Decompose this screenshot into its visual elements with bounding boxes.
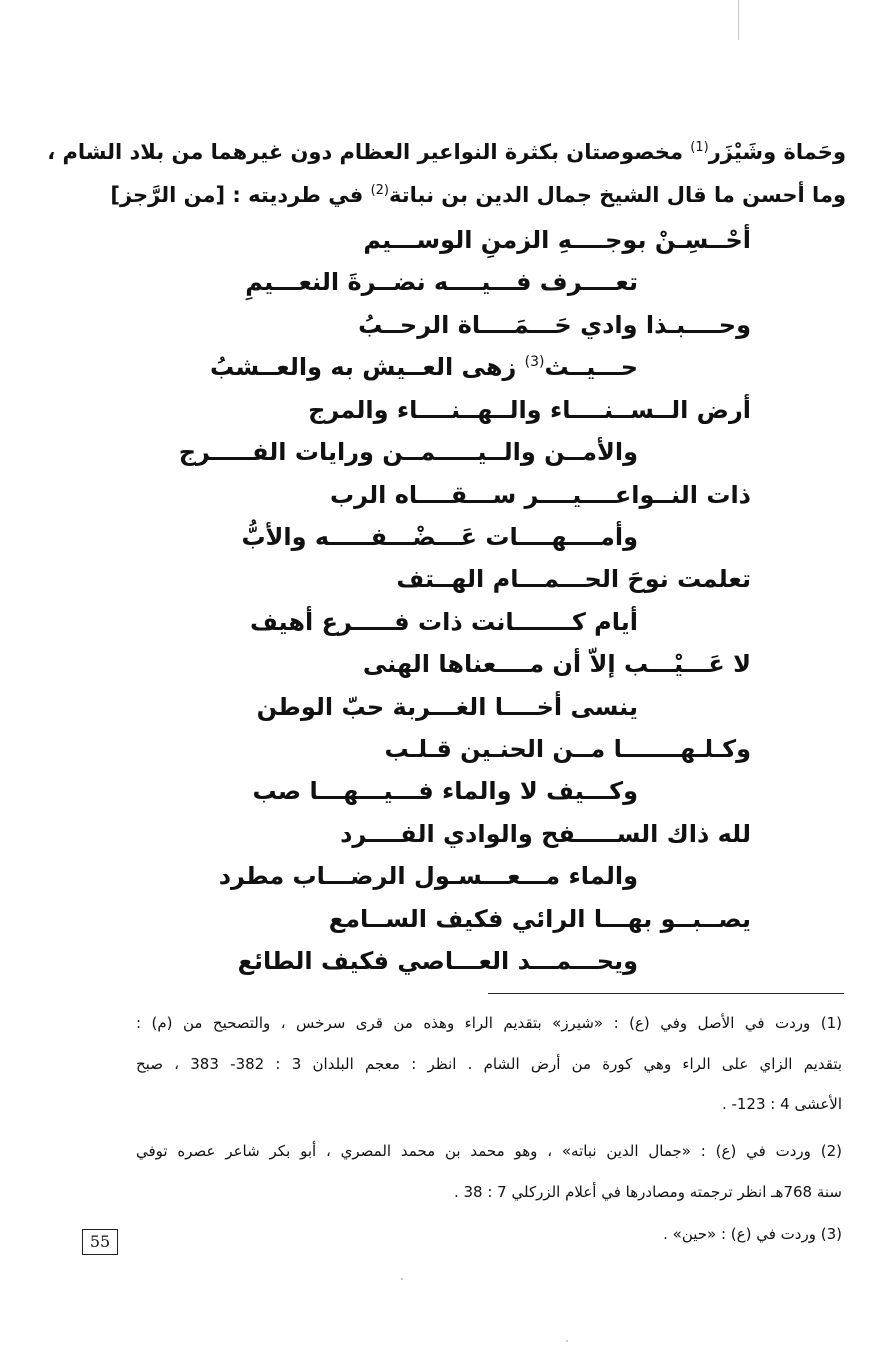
footnote-line: (2) وردت في (ع) : «جمال الدين نباته» ، وهو محمد بن محمد المصري ، أبو بكر شاعر عصره توفي — [136, 1142, 842, 1160]
prose-line-2: وما أحسن ما قال الشيخ جمال الدين بن نباتة$^{(2)}$ في طرديته : [من الرَّجز] — [110, 183, 846, 207]
footnote-line: بتقديم الزاي على الراء وهي كورة من أرض الشام . انظر : معجم البلدان 3 : 382- 383 ، صبح — [136, 1055, 843, 1073]
verse-line: والأمــن والــيـــــمــن ورايات الفـــــرج — [178, 438, 638, 466]
verse-line: وأمــــهــــات عَـــضْـــفـــــه والأبُّ — [241, 523, 638, 551]
verse-line: وكـلـهـــــــا مــن الحنـين قـلـب — [384, 735, 751, 763]
verse-line: أحْــسِـنْ بوجــــهِ الزمنِ الوســـيم — [363, 226, 751, 254]
footnote-marker-3: (3) — [524, 354, 545, 370]
verse-line: وحــــبـذا وادي حَـــمَــــاة الرحــبُ — [358, 311, 751, 339]
verse-line: تعلمت نوحَ الحـــمـــام الهــتف — [396, 565, 751, 593]
footnote-line: (1) وردت في الأصل وفي (ع) : «شيرز» بتقديم الراء وهذه من قرى سرخس ، والتصحيح من (م) : — [136, 1014, 842, 1032]
verse-line: يصــبــو بهـــا الرائي فكيف الســامع — [328, 905, 751, 933]
verse-line: والماء مـــعـــسـول الرضـــاب مطرد — [218, 862, 638, 890]
verse-line: ويحـــمـــد العـــاصي فكيف الطائع — [237, 947, 638, 975]
prose-line-1: وحَماة وشَيْزَر$^{(1)}$ مخصوصتان بكثرة النواعير العظام دون غيرهما من بلاد الشام ، — [47, 140, 846, 164]
scan-speck — [401, 1278, 403, 1280]
footnote-line: (3) وردت في (ع) : «حين» . — [663, 1225, 842, 1243]
verse-line: وكـــيف لا والماء فـــيـــهـــا صب — [252, 777, 638, 805]
verse-line: أرض الــســنــــاء والــهــنــــاء والمرج — [308, 396, 751, 424]
verse-line: لله ذاك الســـــفح والوادي الفــــرد — [340, 820, 751, 848]
page-number: 55 — [82, 1229, 118, 1255]
verse-line: لا عَـــيْـــب إلاّ أن مــــعناها الهنى — [362, 650, 751, 678]
scan-speck — [566, 1340, 568, 1342]
footnote-line: الأعشى 4 : 123- . — [721, 1095, 842, 1113]
verse-line: ذات النــواعــــيــــر ســـقــــاه الرب — [330, 481, 751, 509]
verse-line: أيام كـــــــانت ذات فـــــرع أهيف — [249, 608, 638, 636]
footnote-rule — [488, 993, 844, 994]
footnote-line: سنة 768هـ انظر ترجمته ومصادرها في أعلام الزركلي 7 : 38 . — [453, 1183, 842, 1201]
footnote-marker-1: (1) — [690, 140, 709, 155]
verse-line: تعــــرف فـــيــــه نضــرةَ النعـــيمِ — [245, 268, 638, 296]
verse-line: ينسى أخــــا الغـــربة حبّ الوطن — [256, 693, 638, 721]
verse-line: حـــيــث$^{(3)}$ زهى العــيش به والعــشبُ — [210, 353, 638, 381]
gutter-line — [738, 0, 739, 40]
footnote-marker-2: (2) — [370, 183, 389, 198]
